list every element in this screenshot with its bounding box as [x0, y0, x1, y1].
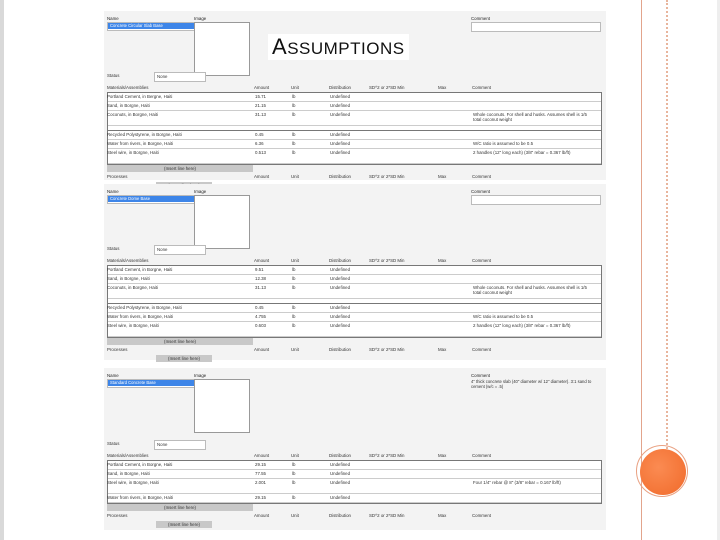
cell-unit: lb [292, 285, 296, 290]
cell-dist: Undefined [330, 94, 351, 99]
name-selected-item[interactable]: Standard Concrete Base [108, 380, 194, 386]
processes-column-header: Processes [107, 347, 128, 352]
sd-column-header: SD^2 or 2*SD Min [369, 85, 405, 90]
cell-unit: lb [292, 267, 296, 272]
cell-dist: Undefined [330, 305, 351, 310]
cell-amount: 12.38 [255, 276, 266, 281]
dist-column-header: Distribution [329, 258, 351, 263]
name-label: Name [107, 373, 119, 378]
slide-title-rest: SSUMPTIONS [287, 39, 405, 58]
sd-column-header: SD^2 or 2*SD Min [369, 258, 405, 263]
cell-dist: Undefined [330, 495, 351, 500]
cell-comment: Whole coconuts. For shell and husks. Assumes shell is 1/5 total coconut weight [473, 285, 587, 295]
comment-field[interactable] [471, 195, 601, 205]
amount-column-header: Amount [254, 453, 270, 458]
cell-dist: Undefined [330, 285, 351, 290]
process-unit-header: Unit [291, 174, 299, 179]
comment-text: 4" thick concrete slab (40" diameter w/ 12" diameter). 3:1 sand to cement (w/c = .5) [471, 379, 592, 389]
table-row[interactable] [108, 322, 601, 337]
cell-dist: Undefined [330, 314, 351, 319]
max-column-header: Max [438, 258, 447, 263]
cell-amount: 2.001 [255, 480, 266, 485]
comment-column-header: Comment [472, 85, 492, 90]
assumption-panel [104, 368, 606, 530]
cell-unit: lb [292, 94, 296, 99]
process-comment-header: Comment [472, 513, 492, 518]
name-selected-item[interactable]: Concrete Circular Slab Base [108, 23, 194, 29]
cell-material: Coconuts, in Borgne, Haiti [107, 112, 159, 117]
assumption-panel [104, 184, 606, 360]
cell-unit: lb [292, 112, 296, 117]
materials-header [107, 258, 602, 264]
cell-unit: lb [292, 132, 296, 137]
cell-amount: 31.13 [255, 112, 266, 117]
table-row[interactable] [108, 313, 601, 322]
cell-unit: lb [292, 495, 296, 500]
table-row[interactable] [108, 140, 601, 149]
processes-header [107, 174, 602, 180]
cell-amount: 0.603 [255, 323, 266, 328]
materials-table [107, 460, 602, 504]
process-unit-header: Unit [291, 513, 299, 518]
cell-dist: Undefined [330, 471, 351, 476]
cell-material: Portland Cement, in Bergne, Haiti [107, 94, 173, 99]
cell-material: Sand, in Borgne, Haiti [107, 471, 150, 476]
process-dist-header: Distribution [329, 513, 351, 518]
comment-field[interactable] [471, 379, 599, 393]
materials-header [107, 453, 602, 459]
status-label: Status [107, 246, 120, 251]
cell-comment: W/C ratio is assumed to be 0.5 [473, 314, 534, 319]
comment-label: Comment [471, 373, 491, 378]
cell-amount: 77.55 [255, 471, 266, 476]
sd-column-header: SD^2 or 2*SD Min [369, 453, 405, 458]
comment-field[interactable] [471, 22, 601, 32]
cell-unit: lb [292, 471, 296, 476]
unit-column-header: Unit [291, 258, 299, 263]
table-row[interactable] [108, 275, 601, 284]
processes-header [107, 513, 602, 519]
name-label: Name [107, 16, 119, 21]
image-box[interactable] [194, 22, 250, 76]
dist-column-header: Distribution [329, 85, 351, 90]
cell-amount: 0.45 [255, 132, 264, 137]
process-max-header: Max [438, 513, 447, 518]
cell-unit: lb [292, 305, 296, 310]
table-row[interactable] [108, 304, 601, 313]
cell-dist: Undefined [330, 141, 351, 146]
table-row[interactable] [108, 479, 601, 494]
name-listbox[interactable] [107, 22, 195, 31]
cell-dist: Undefined [330, 462, 351, 467]
max-column-header: Max [438, 453, 447, 458]
cell-dist: Undefined [330, 267, 351, 272]
slide-title [268, 34, 409, 60]
slide-title-initial: A [272, 34, 288, 59]
cell-amount: 9.51 [255, 267, 264, 272]
cell-comment: Four 1/4" rebar @ 8" (3/8" rebar = 0.167 lb/ft) [473, 480, 561, 485]
cell-material: Steel wire, in Borgne, Haiti [107, 323, 159, 328]
amount-column-header: Amount [254, 85, 270, 90]
name-listbox[interactable] [107, 195, 195, 204]
cell-material: Portland Cement, in Borgne, Haiti [107, 267, 173, 272]
table-row[interactable] [108, 461, 601, 470]
cell-material: Steel wire, in Borgne, Haiti [107, 150, 159, 155]
processes-column-header: Processes [107, 513, 128, 518]
cell-amount: 31.13 [255, 285, 266, 290]
cell-unit: lb [292, 276, 296, 281]
name-selected-item[interactable]: Concrete Dome Base [108, 196, 194, 202]
image-box[interactable] [194, 195, 250, 249]
status-field[interactable]: None [154, 245, 206, 255]
dist-column-header: Distribution [329, 453, 351, 458]
max-column-header: Max [438, 85, 447, 90]
cell-material: Water from rivers, in Borgne, Haiti [107, 141, 173, 146]
cell-amount: 4.755 [255, 314, 266, 319]
process-sd-header: SD^2 or 2*SD Min [369, 513, 405, 518]
cell-material: Recycled Polystyrene, in Borgne, Haiti [107, 305, 182, 310]
table-row[interactable] [108, 494, 601, 503]
process-sd-header: SD^2 or 2*SD Min [369, 347, 405, 352]
cell-amount: 29.15 [255, 495, 266, 500]
table-row[interactable] [108, 111, 601, 126]
cell-unit: lb [292, 150, 296, 155]
comment-label: Comment [471, 189, 491, 194]
cell-comment: Whole coconuts. For shell and husks. Assumes shell is 1/5 total coconut weight [473, 112, 587, 122]
process-unit-header: Unit [291, 347, 299, 352]
cell-unit: lb [292, 103, 296, 108]
table-row[interactable] [108, 266, 601, 275]
status-field[interactable]: None [154, 72, 206, 82]
process-dist-header: Distribution [329, 174, 351, 179]
cell-dist: Undefined [330, 103, 351, 108]
table-row[interactable] [108, 102, 601, 111]
image-box[interactable] [194, 379, 250, 433]
table-row[interactable] [108, 470, 601, 479]
cell-material: Water from rivers, in Borgne, Haiti [107, 314, 173, 319]
cell-dist: Undefined [330, 132, 351, 137]
process-dist-header: Distribution [329, 347, 351, 352]
status-label: Status [107, 441, 120, 446]
cell-material: Recycled Polystyrene, in Borgne, Haiti [107, 132, 182, 137]
unit-column-header: Unit [291, 453, 299, 458]
cell-amount: 0.513 [255, 150, 266, 155]
decorative-orange-circle [640, 449, 686, 495]
process-amount-header: Amount [254, 174, 270, 179]
materials-column-header: Materials/Assemblies [107, 258, 149, 263]
name-listbox[interactable] [107, 379, 195, 388]
table-row[interactable] [108, 284, 601, 299]
cell-material: Portland Cement, in Borgne, Haiti [107, 462, 173, 467]
process-max-header: Max [438, 174, 447, 179]
materials-column-header: Materials/Assemblies [107, 453, 149, 458]
image-label: Image [194, 16, 207, 21]
process-amount-header: Amount [254, 513, 270, 518]
status-field[interactable]: None [154, 440, 206, 450]
insert-line-button[interactable]: (Insert line here) [107, 165, 253, 172]
unit-column-header: Unit [291, 85, 299, 90]
cell-amount: 21.15 [255, 103, 266, 108]
cell-material: Water from rivers, in Borgne, Haiti [107, 495, 173, 500]
cell-dist: Undefined [330, 276, 351, 281]
decorative-dotted-line [666, 0, 668, 460]
cell-unit: lb [292, 141, 296, 146]
cell-comment: W/C ratio is assumed to be 0.5 [473, 141, 534, 146]
processes-column-header: Processes [107, 174, 128, 179]
name-label: Name [107, 189, 119, 194]
cell-unit: lb [292, 462, 296, 467]
cell-material: Coconuts, in Borgne, Haiti [107, 285, 159, 290]
cell-material: Sand, in Borgne, Haiti [107, 276, 150, 281]
cell-dist: Undefined [330, 323, 351, 328]
insert-line-button[interactable]: (Insert line here) [107, 338, 253, 345]
table-row[interactable] [108, 93, 601, 102]
cell-dist: Undefined [330, 480, 351, 485]
processes-header [107, 347, 602, 353]
cell-amount: 15.71 [255, 94, 266, 99]
cell-unit: lb [292, 323, 296, 328]
materials-header [107, 85, 602, 91]
process-max-header: Max [438, 347, 447, 352]
comment-column-header: Comment [472, 258, 492, 263]
cell-comment: 2 handles (12" long each) (3/8" rebar = 0.367 lb/ft) [473, 323, 571, 328]
insert-process-button[interactable]: (Insert line here) [156, 521, 212, 528]
process-comment-header: Comment [472, 174, 492, 179]
status-label: Status [107, 73, 120, 78]
process-amount-header: Amount [254, 347, 270, 352]
table-row[interactable] [108, 131, 601, 140]
cell-material: Steel wire, in Borgne, Haiti [107, 480, 159, 485]
cell-material: Sand, in Borgne, Haiti [107, 103, 150, 108]
cell-unit: lb [292, 480, 296, 485]
process-sd-header: SD^2 or 2*SD Min [369, 174, 405, 179]
materials-column-header: Materials/Assemblies [107, 85, 149, 90]
cell-unit: lb [292, 314, 296, 319]
cell-amount: 0.45 [255, 305, 264, 310]
materials-table [107, 92, 602, 165]
table-row[interactable] [108, 149, 601, 164]
image-label: Image [194, 189, 207, 194]
cell-dist: Undefined [330, 150, 351, 155]
cell-comment: 2 handles (12" long each) (3/8" rebar = 0.367 lb/ft) [473, 150, 571, 155]
cell-dist: Undefined [330, 112, 351, 117]
process-comment-header: Comment [472, 347, 492, 352]
cell-amount: 6.36 [255, 141, 264, 146]
image-label: Image [194, 373, 207, 378]
slide-left-border [0, 0, 4, 540]
comment-column-header: Comment [472, 453, 492, 458]
insert-line-button[interactable]: (Insert line here) [107, 504, 253, 511]
cell-amount: 29.15 [255, 462, 266, 467]
comment-label: Comment [471, 16, 491, 21]
insert-process-button[interactable]: (Insert line here) [156, 355, 212, 362]
amount-column-header: Amount [254, 258, 270, 263]
materials-table [107, 265, 602, 338]
